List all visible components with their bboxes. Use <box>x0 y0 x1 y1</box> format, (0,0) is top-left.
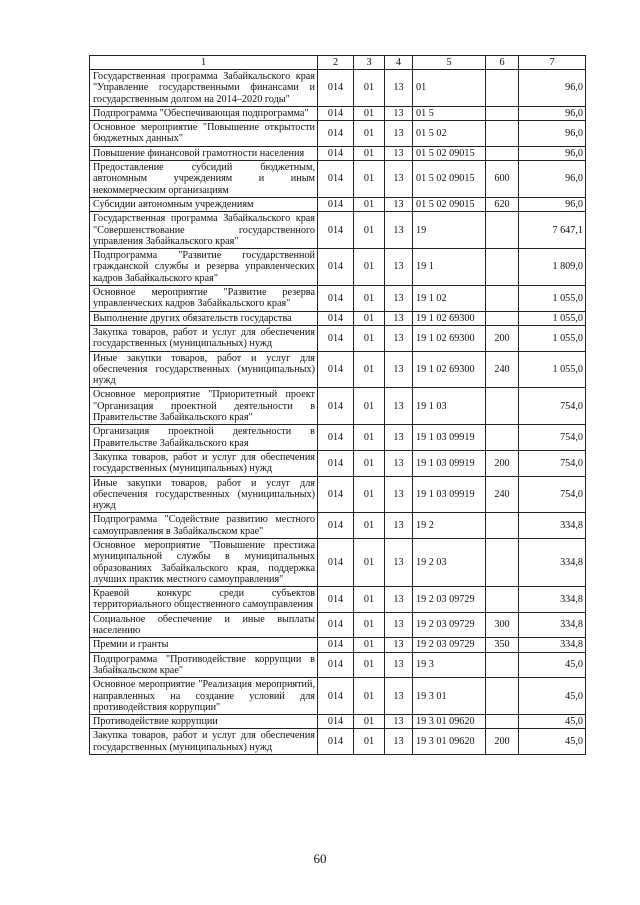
row-rz-cell: 01 <box>354 678 385 715</box>
row-csr-cell: 19 1 02 <box>413 286 486 312</box>
row-pr-cell: 13 <box>385 652 413 678</box>
row-name-cell: Предоставление субсидий бюджетным, автономным учреждениям и иным некоммерческим организациям <box>90 161 318 198</box>
table-row <box>90 715 586 729</box>
row-rz-cell: 01 <box>354 286 385 312</box>
row-ved-cell: 014 <box>318 612 354 638</box>
row-rz-cell: 01 <box>354 212 385 249</box>
row-vr-cell <box>486 121 519 147</box>
table-row <box>90 325 586 351</box>
row-sum-cell: 96,0 <box>519 146 586 160</box>
row-pr-cell: 13 <box>385 311 413 325</box>
row-ved-cell: 014 <box>318 425 354 451</box>
row-vr-cell <box>486 249 519 286</box>
row-pr-cell: 13 <box>385 121 413 147</box>
row-sum-cell: 1 055,0 <box>519 286 586 312</box>
header-col-6: 6 <box>486 56 519 70</box>
table-row <box>90 388 586 425</box>
header-col-1: 1 <box>90 56 318 70</box>
row-csr-cell: 19 3 <box>413 652 486 678</box>
row-rz-cell: 01 <box>354 538 385 586</box>
row-ved-cell: 014 <box>318 513 354 539</box>
table-row <box>90 450 586 476</box>
page-number: 60 <box>313 851 327 866</box>
row-rz-cell: 01 <box>354 121 385 147</box>
row-csr-cell: 19 3 01 <box>413 678 486 715</box>
row-vr-cell <box>486 146 519 160</box>
row-ved-cell: 014 <box>318 106 354 120</box>
row-ved-cell: 014 <box>318 351 354 388</box>
table-row <box>90 587 586 613</box>
row-vr-cell <box>486 678 519 715</box>
row-name-cell: Основное мероприятие "Реализация мероприятий, направленных на создание условий для противодействия коррупции" <box>90 678 318 715</box>
row-sum-cell: 334,8 <box>519 513 586 539</box>
row-pr-cell: 13 <box>385 286 413 312</box>
row-name-cell: Закупка товаров, работ и услуг для обеспечения государственных (муниципальных) нужд <box>90 729 318 755</box>
row-sum-cell: 96,0 <box>519 121 586 147</box>
row-name-cell: Государственная программа Забайкальского края "Управление государственными финансами и государственным долгом на 2014–2020 годы" <box>90 70 318 107</box>
row-sum-cell: 96,0 <box>519 106 586 120</box>
row-ved-cell: 014 <box>318 70 354 107</box>
table-row <box>90 212 586 249</box>
row-rz-cell: 01 <box>354 476 385 513</box>
row-vr-cell: 300 <box>486 612 519 638</box>
row-pr-cell: 13 <box>385 161 413 198</box>
row-vr-cell <box>486 587 519 613</box>
row-rz-cell: 01 <box>354 652 385 678</box>
row-ved-cell: 014 <box>318 161 354 198</box>
table-row <box>90 351 586 388</box>
row-name-cell: Повышение финансовой грамотности населения <box>90 146 318 160</box>
table-body <box>90 70 586 755</box>
row-csr-cell: 19 3 01 09620 <box>413 729 486 755</box>
row-csr-cell: 19 1 03 09919 <box>413 476 486 513</box>
row-name-cell: Противодействие коррупции <box>90 715 318 729</box>
row-vr-cell <box>486 652 519 678</box>
row-vr-cell <box>486 311 519 325</box>
row-name-cell: Иные закупки товаров, работ и услуг для обеспечения государственных (муниципальных) нужд <box>90 351 318 388</box>
row-pr-cell: 13 <box>385 729 413 755</box>
row-vr-cell: 600 <box>486 161 519 198</box>
row-vr-cell <box>486 388 519 425</box>
row-csr-cell: 19 2 03 09729 <box>413 587 486 613</box>
row-csr-cell: 19 3 01 09620 <box>413 715 486 729</box>
row-ved-cell: 014 <box>318 538 354 586</box>
row-vr-cell <box>486 106 519 120</box>
row-csr-cell: 01 <box>413 70 486 107</box>
row-sum-cell: 96,0 <box>519 70 586 107</box>
row-pr-cell: 13 <box>385 106 413 120</box>
row-sum-cell: 96,0 <box>519 161 586 198</box>
table-row <box>90 729 586 755</box>
row-sum-cell: 7 647,1 <box>519 212 586 249</box>
row-name-cell: Краевой конкурс среди субъектов территориального общественного самоуправления <box>90 587 318 613</box>
row-ved-cell: 014 <box>318 146 354 160</box>
header-col-3: 3 <box>354 56 385 70</box>
row-pr-cell: 13 <box>385 325 413 351</box>
row-pr-cell: 13 <box>385 249 413 286</box>
row-csr-cell: 19 1 03 <box>413 388 486 425</box>
row-pr-cell: 13 <box>385 538 413 586</box>
table-row <box>90 612 586 638</box>
row-sum-cell: 754,0 <box>519 476 586 513</box>
row-csr-cell: 19 1 02 69300 <box>413 325 486 351</box>
row-sum-cell: 1 055,0 <box>519 325 586 351</box>
row-pr-cell: 13 <box>385 146 413 160</box>
row-csr-cell: 01 5 02 09015 <box>413 197 486 211</box>
row-pr-cell: 13 <box>385 212 413 249</box>
row-sum-cell: 754,0 <box>519 450 586 476</box>
row-rz-cell: 01 <box>354 612 385 638</box>
row-pr-cell: 13 <box>385 587 413 613</box>
row-name-cell: Основное мероприятие "Повышение открытости бюджетных данных" <box>90 121 318 147</box>
row-name-cell: Государственная программа Забайкальского края "Совершенствование государственного управления Забайкальского края" <box>90 212 318 249</box>
row-pr-cell: 13 <box>385 476 413 513</box>
row-rz-cell: 01 <box>354 106 385 120</box>
row-ved-cell: 014 <box>318 638 354 652</box>
row-sum-cell: 1 055,0 <box>519 311 586 325</box>
row-csr-cell: 19 <box>413 212 486 249</box>
budget-table <box>89 55 586 755</box>
row-name-cell: Подпрограмма "Обеспечивающая подпрограмма" <box>90 106 318 120</box>
row-rz-cell: 01 <box>354 146 385 160</box>
row-vr-cell: 350 <box>486 638 519 652</box>
row-pr-cell: 13 <box>385 678 413 715</box>
row-vr-cell <box>486 538 519 586</box>
row-csr-cell: 19 1 <box>413 249 486 286</box>
table-row <box>90 70 586 107</box>
row-ved-cell: 014 <box>318 678 354 715</box>
row-pr-cell: 13 <box>385 197 413 211</box>
row-ved-cell: 014 <box>318 450 354 476</box>
row-ved-cell: 014 <box>318 388 354 425</box>
row-name-cell: Организация проектной деятельности в Правительстве Забайкальского края <box>90 425 318 451</box>
row-csr-cell: 19 2 <box>413 513 486 539</box>
row-pr-cell: 13 <box>385 450 413 476</box>
row-pr-cell: 13 <box>385 351 413 388</box>
table-row <box>90 425 586 451</box>
row-csr-cell: 01 5 02 <box>413 121 486 147</box>
row-vr-cell: 620 <box>486 197 519 211</box>
row-ved-cell: 014 <box>318 286 354 312</box>
row-vr-cell <box>486 715 519 729</box>
row-name-cell: Подпрограмма "Противодействие коррупции в Забайкальском крае" <box>90 652 318 678</box>
row-sum-cell: 334,8 <box>519 587 586 613</box>
row-name-cell: Подпрограмма "Развитие государственной гражданской службы и резерва управленческих кадров Забайкальского края" <box>90 249 318 286</box>
row-csr-cell: 19 2 03 09729 <box>413 638 486 652</box>
row-vr-cell: 240 <box>486 476 519 513</box>
table-row <box>90 513 586 539</box>
row-ved-cell: 014 <box>318 729 354 755</box>
row-vr-cell <box>486 70 519 107</box>
row-sum-cell: 45,0 <box>519 729 586 755</box>
row-name-cell: Иные закупки товаров, работ и услуг для обеспечения государственных (муниципальных) нужд <box>90 476 318 513</box>
row-rz-cell: 01 <box>354 325 385 351</box>
row-sum-cell: 1 055,0 <box>519 351 586 388</box>
row-vr-cell <box>486 513 519 539</box>
table-row <box>90 638 586 652</box>
row-vr-cell <box>486 425 519 451</box>
row-sum-cell: 45,0 <box>519 715 586 729</box>
row-csr-cell: 19 1 02 69300 <box>413 311 486 325</box>
row-rz-cell: 01 <box>354 388 385 425</box>
row-vr-cell <box>486 212 519 249</box>
table-row <box>90 249 586 286</box>
row-rz-cell: 01 <box>354 715 385 729</box>
table-row <box>90 678 586 715</box>
row-csr-cell: 01 5 <box>413 106 486 120</box>
row-vr-cell: 200 <box>486 325 519 351</box>
row-ved-cell: 014 <box>318 652 354 678</box>
row-vr-cell: 240 <box>486 351 519 388</box>
table-row <box>90 121 586 147</box>
row-sum-cell: 754,0 <box>519 425 586 451</box>
table-row <box>90 106 586 120</box>
row-name-cell: Закупка товаров, работ и услуг для обеспечения государственных (муниципальных) нужд <box>90 325 318 351</box>
row-csr-cell: 19 1 02 69300 <box>413 351 486 388</box>
table-row <box>90 146 586 160</box>
row-csr-cell: 01 5 02 09015 <box>413 146 486 160</box>
row-vr-cell <box>486 286 519 312</box>
row-rz-cell: 01 <box>354 311 385 325</box>
row-rz-cell: 01 <box>354 351 385 388</box>
row-csr-cell: 01 5 02 09015 <box>413 161 486 198</box>
header-col-7: 7 <box>519 56 586 70</box>
row-rz-cell: 01 <box>354 249 385 286</box>
row-rz-cell: 01 <box>354 197 385 211</box>
row-csr-cell: 19 2 03 09729 <box>413 612 486 638</box>
row-csr-cell: 19 1 03 09919 <box>413 425 486 451</box>
table-header-row <box>90 56 586 70</box>
row-ved-cell: 014 <box>318 587 354 613</box>
row-rz-cell: 01 <box>354 161 385 198</box>
row-ved-cell: 014 <box>318 197 354 211</box>
row-ved-cell: 014 <box>318 121 354 147</box>
row-rz-cell: 01 <box>354 587 385 613</box>
row-ved-cell: 014 <box>318 249 354 286</box>
row-sum-cell: 334,8 <box>519 538 586 586</box>
row-name-cell: Основное мероприятие "Приоритетный проект "Организация проектной деятельности в Правительстве Забайкальского края" <box>90 388 318 425</box>
table-row <box>90 311 586 325</box>
row-name-cell: Премии и гранты <box>90 638 318 652</box>
row-vr-cell: 200 <box>486 450 519 476</box>
row-csr-cell: 19 2 03 <box>413 538 486 586</box>
row-sum-cell: 334,8 <box>519 612 586 638</box>
table-row <box>90 538 586 586</box>
row-sum-cell: 334,8 <box>519 638 586 652</box>
row-sum-cell: 96,0 <box>519 197 586 211</box>
budget-table-container <box>89 55 585 755</box>
row-pr-cell: 13 <box>385 425 413 451</box>
row-csr-cell: 19 1 03 09919 <box>413 450 486 476</box>
row-ved-cell: 014 <box>318 311 354 325</box>
row-sum-cell: 45,0 <box>519 678 586 715</box>
row-rz-cell: 01 <box>354 70 385 107</box>
row-rz-cell: 01 <box>354 425 385 451</box>
row-pr-cell: 13 <box>385 513 413 539</box>
row-ved-cell: 014 <box>318 325 354 351</box>
row-rz-cell: 01 <box>354 638 385 652</box>
row-rz-cell: 01 <box>354 729 385 755</box>
row-pr-cell: 13 <box>385 715 413 729</box>
table-row <box>90 476 586 513</box>
table-row <box>90 652 586 678</box>
row-vr-cell: 200 <box>486 729 519 755</box>
row-name-cell: Социальное обеспечение и иные выплаты населению <box>90 612 318 638</box>
row-name-cell: Основное мероприятие "Развитие резерва управленческих кадров Забайкальского края" <box>90 286 318 312</box>
row-name-cell: Субсидии автономным учреждениям <box>90 197 318 211</box>
header-col-4: 4 <box>385 56 413 70</box>
row-name-cell: Закупка товаров, работ и услуг для обеспечения государственных (муниципальных) нужд <box>90 450 318 476</box>
row-sum-cell: 1 809,0 <box>519 249 586 286</box>
row-name-cell: Выполнение других обязательств государства <box>90 311 318 325</box>
row-sum-cell: 754,0 <box>519 388 586 425</box>
row-ved-cell: 014 <box>318 715 354 729</box>
table-row <box>90 161 586 198</box>
row-name-cell: Основное мероприятие "Повышение престижа муниципальной службы в муниципальных образованиях Забайкальского края, поддержка лучших практик местного самоуправления" <box>90 538 318 586</box>
row-pr-cell: 13 <box>385 388 413 425</box>
row-pr-cell: 13 <box>385 638 413 652</box>
table-row <box>90 197 586 211</box>
row-name-cell: Подпрограмма "Содействие развитию местного самоуправления в Забайкальском крае" <box>90 513 318 539</box>
header-col-5: 5 <box>413 56 486 70</box>
row-ved-cell: 014 <box>318 212 354 249</box>
row-ved-cell: 014 <box>318 476 354 513</box>
row-rz-cell: 01 <box>354 513 385 539</box>
row-pr-cell: 13 <box>385 612 413 638</box>
row-pr-cell: 13 <box>385 70 413 107</box>
row-sum-cell: 45,0 <box>519 652 586 678</box>
row-rz-cell: 01 <box>354 450 385 476</box>
header-col-2: 2 <box>318 56 354 70</box>
table-row <box>90 286 586 312</box>
